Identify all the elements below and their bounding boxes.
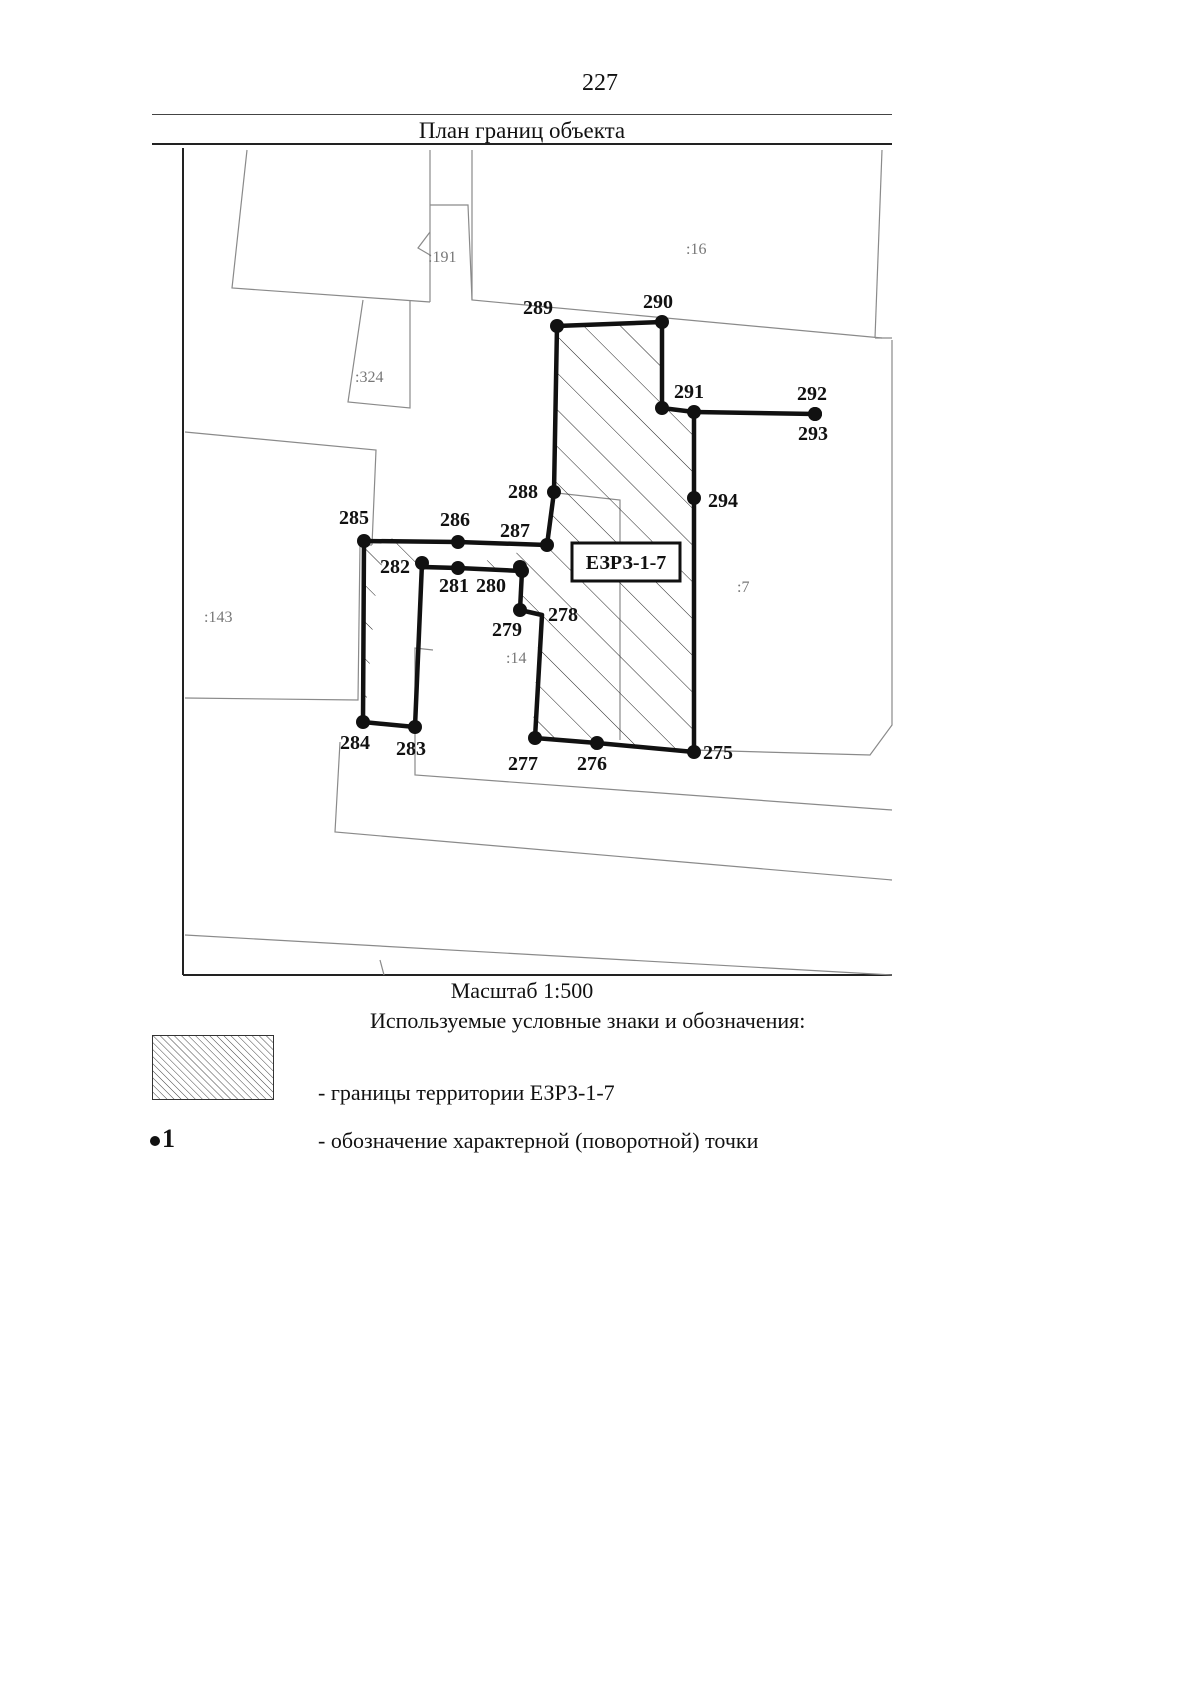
point-label: 290	[643, 291, 673, 313]
point-label: 276	[577, 753, 607, 775]
point-label: 288	[508, 481, 538, 503]
boundary-point	[513, 560, 527, 574]
legend-point-number: 1	[162, 1124, 175, 1153]
boundary-point	[451, 561, 465, 575]
point-label: 291	[674, 381, 704, 403]
boundary-point	[687, 745, 701, 759]
point-label: 286	[440, 509, 470, 531]
point-label: 281	[439, 575, 469, 597]
point-label: 279	[492, 619, 522, 641]
legend-point-symbol	[150, 1124, 175, 1154]
page-number: 227	[582, 70, 618, 96]
parcel-label: :324	[355, 369, 384, 386]
boundary-point	[356, 715, 370, 729]
point-label: 285	[339, 507, 369, 529]
map-scale: Масштаб 1:500	[450, 978, 594, 1003]
point-label: 280	[476, 575, 506, 597]
boundary-point	[590, 736, 604, 750]
point-label: 292	[797, 383, 827, 405]
point-label: 283	[396, 738, 426, 760]
boundary-point	[687, 405, 701, 419]
parcel-label: :16	[686, 241, 707, 258]
boundary-point	[687, 491, 701, 505]
point-label: 287	[500, 520, 530, 542]
boundary-point	[408, 720, 422, 734]
legend-item-zone-text: - границы территории ЕЗРЗ-1-7	[318, 1080, 615, 1105]
parcel-label: :191	[428, 249, 457, 266]
boundary-point	[451, 535, 465, 549]
boundary-point	[528, 731, 542, 745]
point-label: 294	[708, 490, 738, 512]
point-label: 278	[548, 604, 578, 626]
point-label: 293	[798, 423, 828, 445]
plan-title: План границ объекта	[418, 118, 626, 143]
point-label: 282	[380, 556, 410, 578]
boundary-point	[655, 315, 669, 329]
parcel-label: :7	[737, 579, 750, 596]
legend-item-point-text: - обозначение характерной (поворотной) точки	[318, 1128, 759, 1153]
boundary-point	[547, 485, 561, 499]
legend-heading: Используемые условные знаки и обозначения:	[370, 1008, 806, 1033]
boundary-point	[357, 534, 371, 548]
parcel-label: :143	[204, 609, 233, 626]
point-label: 284	[340, 732, 370, 754]
boundary-point	[415, 556, 429, 570]
parcel-label: :14	[506, 650, 527, 667]
point-label: 275	[703, 742, 733, 764]
point-label: 277	[508, 753, 538, 775]
point-dot-icon	[150, 1136, 160, 1146]
boundary-point	[655, 401, 669, 415]
point-label: 289	[523, 297, 553, 319]
boundary-point	[550, 319, 564, 333]
zone-label: ЕЗРЗ-1-7	[585, 552, 667, 574]
legend-hatch-swatch	[152, 1035, 274, 1100]
boundary-point	[808, 407, 822, 421]
boundary-point	[513, 603, 527, 617]
boundary-point	[540, 538, 554, 552]
